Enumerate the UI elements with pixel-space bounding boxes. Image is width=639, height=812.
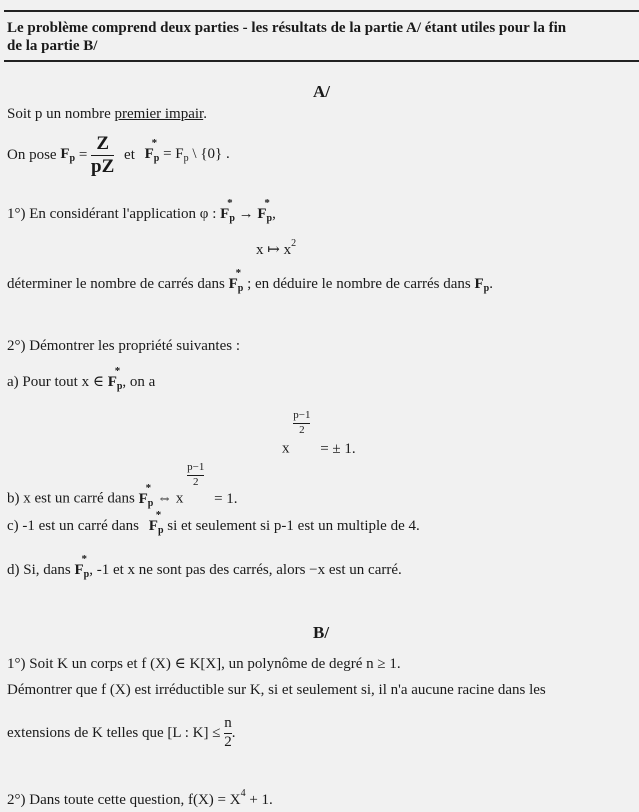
fp-star-d: $F_p$ * (74, 553, 90, 580)
premier-impair: premier impair (114, 106, 204, 122)
header-rule (4, 60, 639, 62)
mapping-line: x ↦ $x^2$ (256, 238, 297, 258)
on-pose-label: On pose (7, 146, 57, 163)
n-over-2: $\frac{n}{2}$ (224, 715, 232, 750)
fp-star-c: $F_p$ * (148, 509, 164, 536)
part-b-title: B/ (313, 623, 330, 642)
question-a2d: d) Si, dans $F_p$ * , -1 et x ne sont pas des carrés, alors −x est un carré. (7, 553, 402, 580)
fp-symbol: $F_p$ (60, 145, 76, 164)
header-line-2: de la partie B/ (7, 38, 98, 54)
exponent-frac: $\frac{p-1}{2}$ (293, 409, 311, 436)
fp-star-squares: $F_p$ * (228, 267, 244, 294)
question-b1-line2: Démontrer que f (X) est irréductible sur K, si et seulement si, il n'a aucune racine dans les (7, 682, 546, 698)
question-a2b: b) x est un carré dans $F_p$ * ⇔ x $\frac{p-1}{2}$ = 1. (7, 461, 238, 509)
arrow-symbol: → (238, 206, 254, 222)
question-a2a: a) Pour tout x ∈ $F_p$ * , on a (7, 365, 156, 392)
part-a-title: A/ (313, 82, 330, 101)
question-b2: 2°) Dans toute cette question, $f(X) = X^4 + 1$. (7, 788, 273, 808)
header-line-1: Le problème comprend deux parties - les résultats de la partie A/ étant utiles pour la fin (7, 20, 567, 36)
q1-text: 1°) En considérant l'application φ : (7, 206, 217, 222)
top-rule (4, 10, 639, 12)
intro-text: Soit p un nombre (7, 106, 115, 122)
question-b1-line1: 1°) Soit K un corps et f (X) ∈ K[X], un polynôme de degré n ≥ 1. (7, 656, 401, 672)
fp-star-domain: $F_p$ * (220, 197, 235, 224)
exponent-frac-b: $\frac{p-1}{2}$ (187, 461, 205, 488)
intro-period: . (203, 106, 207, 122)
et-word: et (124, 146, 135, 163)
fp-star: $F_p$ * (144, 136, 160, 164)
fp-star-codomain: $F_p$ * (257, 197, 273, 224)
question-a2-title: 2°) Démontrer les propriété suivantes : (7, 338, 241, 354)
formula-pm1: x $\frac{p-1}{2}$ = ± 1. (282, 409, 356, 457)
fp-squares: $F_p$ (474, 276, 490, 294)
fp-minus-zero: = $F_p$ \ {0} . (163, 145, 230, 164)
question-a1: 1°) En considérant l'application φ : $F_p$ * → $F_p$ * , (7, 197, 276, 224)
question-a2c: c) -1 est un carré dans $F_p$ * si et seulement si p-1 est un multiple de 4. (7, 509, 420, 536)
question-b1-line3: extensions de K telles que [L : K] ≤ $\frac{n}{2}$ . (7, 715, 236, 750)
part-a-intro (7, 106, 207, 123)
fp-star-a: $F_p$ * (107, 365, 123, 392)
fp-star-b: $F_p$ * (138, 481, 154, 509)
z-over-pz: $\frac{Z}{pZ}$ (91, 133, 115, 177)
definition-line: On pose $F_p$ = $\frac{Z}{pZ}$ et $F_p$ * = $F_p$ \ {0} . (7, 133, 230, 177)
question-a1-determine: déterminer le nombre de carrés dans $F_p$ * ; en déduire le nombre de carrés dans $F_p$. (7, 267, 493, 294)
